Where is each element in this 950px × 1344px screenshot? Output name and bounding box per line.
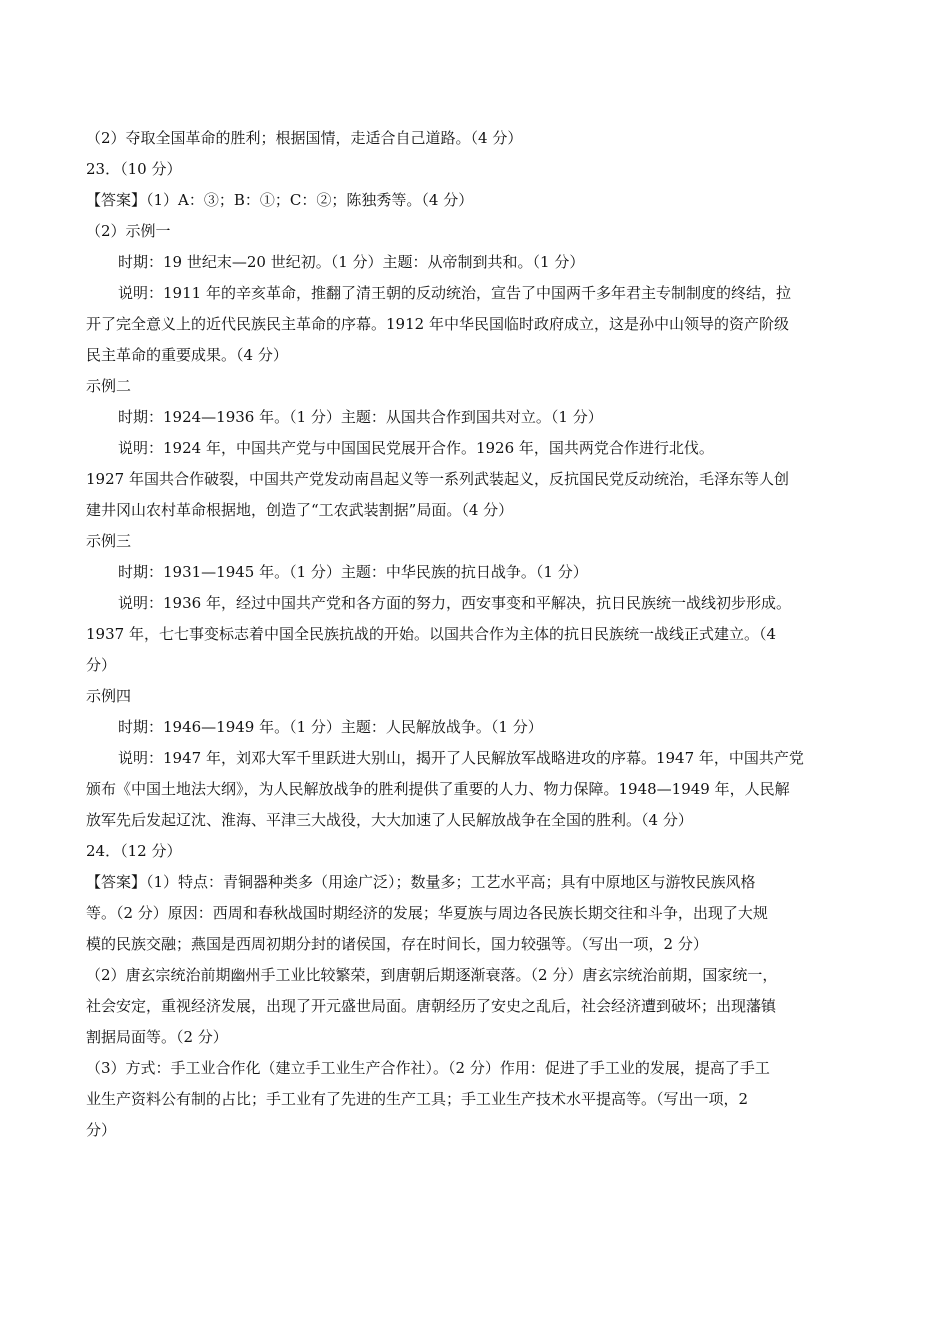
text-line: 【答案】（1）A：③；B：①；C：②；陈独秀等。（4 分） xyxy=(86,191,474,209)
text-line: 放军先后发起辽沈、淮海、平津三大战役，大大加速了人民解放战争在全国的胜利。（4 分） xyxy=(86,811,693,829)
text-line: （2）唐玄宗统治前期幽州手工业比较繁荣，到唐朝后期逐渐衰落。（2 分）唐玄宗统治前期，国家统一， xyxy=(86,966,778,984)
text-line: 说明：1924 年，中国共产党与中国国民党展开合作。1926 年，国共两党合作进行北伐。 xyxy=(118,439,714,457)
text-line: 开了完全意义上的近代民族民主革命的序幕。1912 年中华民国临时政府成立，这是孙中山领导的资产阶级 xyxy=(86,315,789,333)
text-line: 时期：1924—1936 年。（1 分）主题：从国共合作到国共对立。（1 分） xyxy=(118,408,603,426)
text-line: 时期：1946—1949 年。（1 分）主题：人民解放战争。（1 分） xyxy=(118,718,543,736)
text-line: 23．（10 分） xyxy=(86,160,182,178)
text-line: 时期：1931—1945 年。（1 分）主题：中华民族的抗日战争。（1 分） xyxy=(118,563,588,581)
text-line: 示例二 xyxy=(86,377,132,395)
text-line: 分） xyxy=(86,1121,117,1139)
text-line: （2）示例一 xyxy=(86,222,171,240)
text-line: （3）方式：手工业合作化（建立手工业生产合作社）。（2 分）作用：促进了手工业的发展，提高了手工 xyxy=(86,1059,770,1077)
text-line: 【答案】（1）特点：青铜器种类多（用途广泛）；数量多；工艺水平高；具有中原地区与游牧民族风格 xyxy=(86,873,756,891)
text-line: 模的民族交融；燕国是西周初期分封的诸侯国，存在时间长，国力较强等。（写出一项，2 分） xyxy=(86,935,708,953)
text-line: 割据局面等。（2 分） xyxy=(86,1028,228,1046)
text-line: （2）夺取全国革命的胜利；根据国情，走适合自己道路。（4 分） xyxy=(86,129,523,147)
text-line: 时期：19 世纪末—20 世纪初。（1 分）主题：从帝制到共和。（1 分） xyxy=(118,253,585,271)
text-line: 示例四 xyxy=(86,687,132,705)
text-line: 说明：1947 年，刘邓大军千里跃进大别山，揭开了人民解放军战略进攻的序幕。1947 年，中国共产党 xyxy=(118,749,804,767)
text-line: 分） xyxy=(86,656,117,674)
text-line: 示例三 xyxy=(86,532,132,550)
text-line: 社会安定，重视经济发展，出现了开元盛世局面。唐朝经历了安史之乱后，社会经济遭到破坏；出现藩镇 xyxy=(86,997,777,1015)
text-line: 1927 年国共合作破裂，中国共产党发动南昌起义等一系列武装起义，反抗国民党反动统治，毛泽东等人创 xyxy=(86,470,789,488)
text-line: 民主革命的重要成果。（4 分） xyxy=(86,346,288,364)
text-line: 说明：1911 年的辛亥革命，推翻了清王朝的反动统治，宣告了中国两千多年君主专制制度的终结，拉 xyxy=(118,284,791,302)
text-line: 24．（12 分） xyxy=(86,842,182,860)
text-line: 说明：1936 年，经过中国共产党和各方面的努力，西安事变和平解决，抗日民族统一战线初步形成。 xyxy=(118,594,791,612)
text-line: 等。（2 分）原因：西周和春秋战国时期经济的发展；华夏族与周边各民族长期交往和斗争，出现了大规 xyxy=(86,904,768,922)
text-line: 1937 年，七七事变标志着中国全民族抗战的开始。以国共合作为主体的抗日民族统一战线正式建立。（4 xyxy=(86,625,776,643)
answer-text-block xyxy=(86,123,862,1146)
text-line: 业生产资料公有制的占比；手工业有了先进的生产工具；手工业生产技术水平提高等。（写出一项，2 xyxy=(86,1090,749,1108)
text-line: 建井冈山农村革命根据地，创造了“工农武装割据”局面。（4 分） xyxy=(86,501,514,519)
document-page xyxy=(86,123,862,1146)
text-line: 颁布《中国土地法大纲》，为人民解放战争的胜利提供了重要的人力、物力保障。1948—1949 年，人民解 xyxy=(86,780,790,798)
